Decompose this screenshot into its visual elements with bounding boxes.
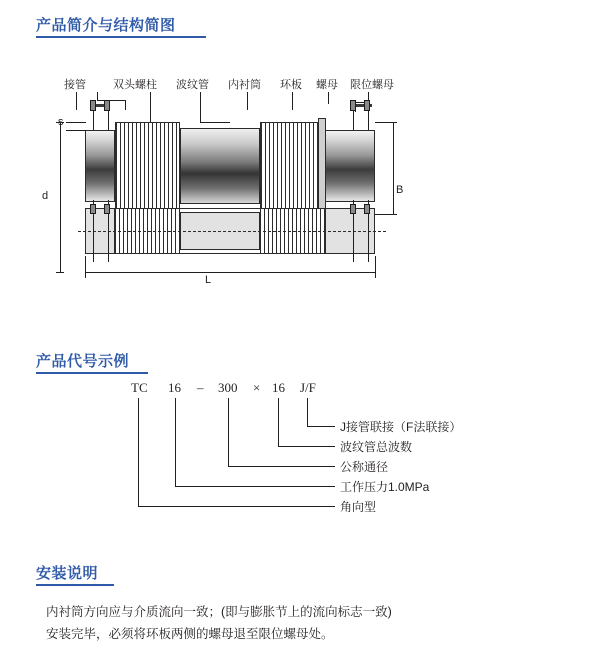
code-leader-waves xyxy=(278,398,279,446)
dim-d-line xyxy=(60,122,61,272)
code-desc-diameter: 公称通径 xyxy=(340,460,389,474)
code-desc-waves: 波纹管总波数 xyxy=(340,440,413,454)
dim-d-tick-bot xyxy=(56,272,64,273)
leader-line-3 xyxy=(150,92,151,122)
leader-line-7 xyxy=(328,92,329,104)
dim-B-line xyxy=(393,122,394,214)
nut-lower-left-inner xyxy=(104,204,110,214)
code-desc-connection: J接管联接（F法联接） xyxy=(340,420,462,434)
dim-L-ext-left xyxy=(85,256,86,278)
code-leader-connection xyxy=(307,398,308,426)
code-leader-model xyxy=(138,398,139,506)
callout-label-shuangtouluozhu: 双头螺柱 xyxy=(113,79,157,91)
code-token-times: × xyxy=(253,380,261,395)
liner-sleeve xyxy=(180,128,260,204)
code-desc-model: 角向型 xyxy=(340,500,377,514)
callout-label-bowenguan: 波纹管 xyxy=(176,79,209,91)
code-token-diameter: 300 xyxy=(218,380,238,395)
install-note-2: 安装完毕，必须将环板两侧的螺母退至限位螺母处。 xyxy=(46,627,334,641)
dim-L-line xyxy=(85,272,375,273)
code-token-dash: – xyxy=(197,380,204,395)
leader-line-4a xyxy=(200,92,201,122)
code-token-connection: J/F xyxy=(300,380,316,395)
bellows-right xyxy=(260,122,325,210)
code-pointer-diameter xyxy=(228,466,335,467)
callout-label-huanban: 环板 xyxy=(280,79,302,91)
leader-line-2b xyxy=(97,100,125,101)
code-leader-pressure xyxy=(175,398,176,486)
nut-lower-right-outer xyxy=(364,204,370,214)
dim-B-tick-bot xyxy=(375,214,397,215)
nut-lower-right-inner xyxy=(350,204,356,214)
code-desc-pressure: 工作压力1.0MPa xyxy=(340,480,430,494)
leader-line-6 xyxy=(292,92,293,110)
dim-s-line-bot xyxy=(66,130,86,131)
callout-label-luomu: 螺母 xyxy=(316,79,338,91)
code-pointer-connection xyxy=(307,426,335,427)
code-pointer-waves xyxy=(278,446,335,447)
bellows-left xyxy=(115,122,180,210)
code-pointer-model xyxy=(138,506,335,507)
leader-line-2c xyxy=(125,100,126,110)
page-title-install: 安装说明 xyxy=(36,565,99,582)
install-note-1: 内衬筒方向应与介质流向一致；(即与膨胀节上的流向标志一致) xyxy=(46,605,392,619)
page-title-structure: 产品简介与结构简图 xyxy=(36,17,176,34)
code-pointer-pressure xyxy=(175,486,335,487)
dim-label-B: B xyxy=(396,184,404,196)
nut-top-right-outer xyxy=(364,100,370,111)
nut-lower-left-outer xyxy=(90,204,96,214)
code-example-diagram xyxy=(0,370,600,540)
ring-plate xyxy=(318,118,326,214)
page-title-code: 产品代号示例 xyxy=(36,353,130,370)
code-token-model: TC xyxy=(131,380,148,395)
dim-s-line-top xyxy=(66,122,86,123)
callout-label-jieguan: 接管 xyxy=(64,79,86,91)
pipe-end-left xyxy=(85,130,115,202)
structure-diagram xyxy=(0,60,600,300)
dim-d-tick-top xyxy=(56,122,64,123)
dim-label-L: L xyxy=(205,274,212,286)
dim-label-d: d xyxy=(42,190,49,202)
leader-line-4b xyxy=(200,122,230,123)
dim-L-ext-right xyxy=(375,256,376,278)
centerline xyxy=(78,231,386,232)
leader-line-1 xyxy=(76,92,77,110)
pipe-end-right xyxy=(325,130,375,202)
leader-line-2a xyxy=(97,92,98,100)
code-leader-diameter xyxy=(228,398,229,466)
nut-top-left-inner xyxy=(104,100,110,111)
leader-line-5 xyxy=(247,92,248,110)
title-underline-structure xyxy=(36,36,206,38)
code-token-pressure: 16 xyxy=(168,380,181,395)
dim-B-tick-top xyxy=(375,122,397,123)
callout-label-xianweiluomu: 限位螺母 xyxy=(350,79,394,91)
code-token-waves: 16 xyxy=(272,380,285,395)
title-underline-install xyxy=(36,584,114,586)
callout-label-neichentong: 内衬筒 xyxy=(228,79,261,91)
